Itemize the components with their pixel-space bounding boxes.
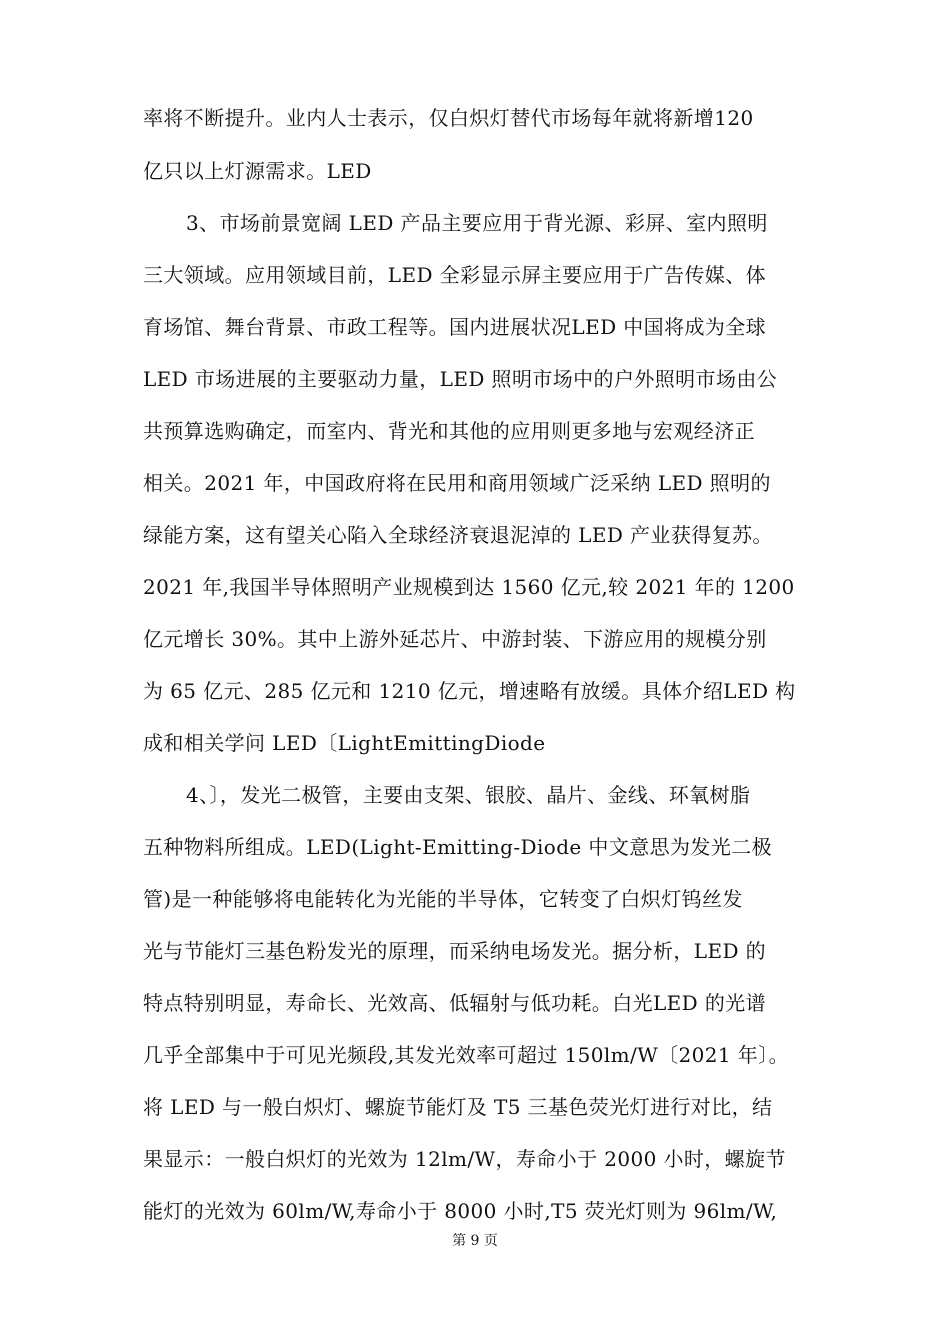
page-number: 第 9 页 [452,1233,498,1249]
text-line-17: 光与节能灯三基色粉发光的原理，而采纳电场发光。据分析，LED 的 [143,939,767,963]
text-line-11: 亿元增长 30%。其中上游外延芯片、中游封装、下游应用的规模分别 [143,627,767,651]
text-line-6: LED 市场进展的主要驱动力量，LED 照明市场中的户外照明市场由公 [143,367,778,391]
text-line-10: 2021 年,我国半导体照明产业规模到达 1560 亿元,较 2021 年的 1200 [143,575,795,599]
text-line-8: 相关。2021 年，中国政府将在民用和商用领域广泛采纳 LED 照明的 [143,471,771,495]
text-line-9: 绿能方案，这有望关心陷入全球经济衰退泥淖的 LED 产业获得复苏。 [143,523,773,547]
text-line-16: 管)是一种能够将电能转化为光能的半导体，它转变了白炽灯钨丝发 [143,887,743,911]
text-line-5: 育场馆、舞台背景、市政工程等。国内进展状况LED 中国将成为全球 [143,315,767,339]
text-line-14: 4、〕，发光二极管，主要由支架、银胶、晶片、金线、环氧树脂 [186,783,751,807]
text-line-18: 特点特别明显，寿命长、光效高、低辐射与低功耗。白光LED 的光谱 [143,991,767,1015]
text-line-3: 3、市场前景宽阔 LED 产品主要应用于背光源、彩屏、室内照明 [186,211,768,235]
text-line-19: 几乎全部集中于可见光频段,其发光效率可超过 150lm/W〔2021 年〕。 [143,1043,790,1067]
text-line-13: 成和相关学问 LED〔LightEmittingDiode [143,731,546,755]
text-line-22: 能灯的光效为 60lm/W,寿命小于 8000 小时,T5 荧光灯则为 96lm/W, [143,1199,778,1223]
text-line-20: 将 LED 与一般白炽灯、螺旋节能灯及 T5 三基色荧光灯进行对比，结 [143,1095,773,1119]
text-line-2: 亿只以上灯源需求。LED [143,159,372,183]
text-line-1: 率将不断提升。业内人士表示，仅白炽灯替代市场每年就将新增120 [143,106,754,130]
text-line-15: 五种物料所组成。LED(Light-Emitting-Diode 中文意思为发光二极 [143,835,773,859]
text-line-7: 共预算选购确定，而室内、背光和其他的应用则更多地与宏观经济正 [143,419,755,443]
text-line-4: 三大领域。应用领域目前，LED 全彩显示屏主要应用于广告传媒、体 [143,263,767,287]
text-line-12: 为 65 亿元、285 亿元和 1210 亿元，增速略有放缓。具体介绍LED 构 [143,679,796,703]
text-line-21: 果显示：一般白炽灯的光效为 12lm/W，寿命小于 2000 小时，螺旋节 [143,1147,786,1171]
